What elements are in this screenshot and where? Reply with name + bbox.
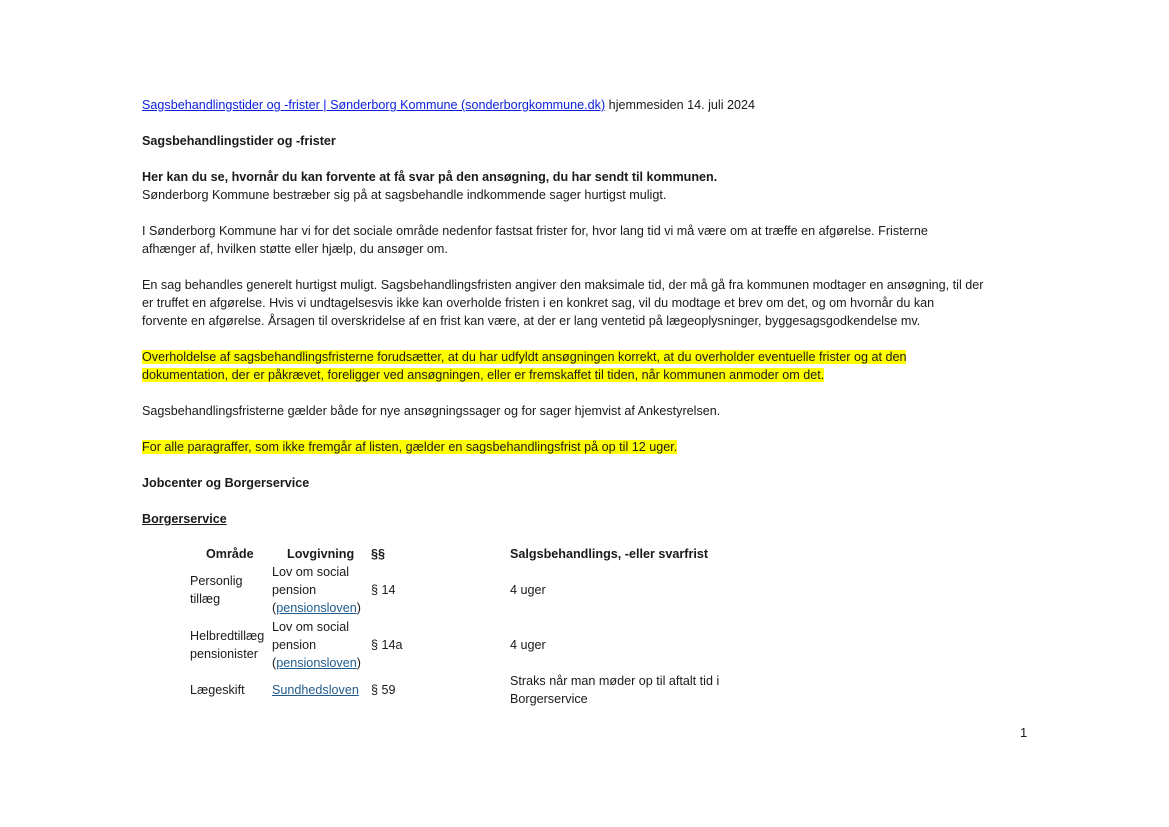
row-law-link-wrap xyxy=(272,681,359,699)
row-section: § 14a xyxy=(371,638,403,652)
intro-text: Sønderborg Kommune bestræber sig på at sagsbehandle indkommende sager hurtigst muligt. xyxy=(142,188,667,202)
row-deadline: 4 uger xyxy=(510,583,546,597)
paragraph-1-line-2: afhænger af, hvilken støtte eller hjælp, du ansøger om. xyxy=(142,242,448,256)
row-area: tillæg xyxy=(190,592,221,606)
sundhedsloven-link[interactable]: Sundhedsloven xyxy=(272,683,359,697)
row-deadline: Straks når man møder op til aftalt tid i xyxy=(510,674,720,688)
row-section: § 59 xyxy=(371,683,396,697)
source-link[interactable]: Sagsbehandlingstider og -frister | Sønderborg Kommune (sonderborgkommune.dk) xyxy=(142,98,606,112)
row-section: § 14 xyxy=(371,583,396,597)
page-number: 1 xyxy=(1020,725,1028,740)
row-area: Lægeskift xyxy=(190,683,245,697)
page-title: Sagsbehandlingstider og -frister xyxy=(142,134,336,148)
highlight-text: Overholdelse af sagsbehandlingsfristerne forudsætter, at du har udfyldt ansøgningen korrekt, at du overholder eventuelle frister og at den xyxy=(142,350,907,364)
header-deadline: Salgsbehandlings, -eller svarfrist xyxy=(510,547,709,561)
paragraph-1-line-1: I Sønderborg Kommune har vi for det sociale område nedenfor fastsat frister for, hvor lang tid vi må være om at træffe en afgørelse. Fristerne xyxy=(142,224,928,238)
intro-heading: Her kan du se, hvornår du kan forvente at få svar på den ansøgning, du har sendt til kommunen. xyxy=(142,170,718,184)
header-section: §§ xyxy=(371,547,386,561)
row-law: pension xyxy=(272,583,317,597)
paragraph-2-line-3: forvente en afgørelse. Årsagen til overskridelse af en frist kan være, at der er lang ventetid på lægeoplysninger, byggesagsgodkendelse mv. xyxy=(142,314,921,328)
row-law-link-wrap: (pensionsloven) xyxy=(272,601,361,615)
paragraph-2-line-1: En sag behandles generelt hurtigst muligt. Sagsbehandlingsfristen angiver den maksimale tid, der må gå fra kommunen modtager en ansøgning, til der xyxy=(142,278,984,292)
highlight-text: For alle paragraffer, som ikke fremgår af listen, gælder en sagsbehandlingsfrist på op til 12 uger. xyxy=(142,440,678,454)
header-area: Område xyxy=(206,547,254,561)
paragraph-5 xyxy=(142,438,677,456)
row-law: Lov om social xyxy=(272,565,349,579)
source-suffix: hjemmesiden 14. juli 2024 xyxy=(605,98,756,112)
source-line xyxy=(142,96,755,114)
paragraph-4: Sagsbehandlingsfristerne gælder både for nye ansøgningssager og for sager hjemvist af Ankestyrelsen. xyxy=(142,404,721,418)
section-heading: Jobcenter og Borgerservice xyxy=(142,476,310,490)
paragraph-2-line-2: er truffet en afgørelse. Hvis vi undtagelsesvis ikke kan overholde fristen i en konkret sag, vil du modtage et brev om det, og om hvornår du kan xyxy=(142,296,935,310)
row-area: pensionister xyxy=(190,647,258,661)
row-law: pension xyxy=(272,638,317,652)
row-area: Helbredtillæg xyxy=(190,629,265,643)
highlight-text: dokumentation, der er påkrævet, foreligger ved ansøgningen, eller er fremskaffet til tiden, når kommunen anmoder om det. xyxy=(142,368,825,382)
row-law: Lov om social xyxy=(272,620,349,634)
paragraph-3-line-1 xyxy=(142,348,906,366)
header-law: Lovgivning xyxy=(287,547,355,561)
paragraph-3-line-2 xyxy=(142,366,824,384)
subsection-heading: Borgerservice xyxy=(142,512,227,526)
pensionsloven-link[interactable]: pensionsloven xyxy=(276,601,357,615)
pensionsloven-link[interactable]: pensionsloven xyxy=(276,656,357,670)
row-deadline: 4 uger xyxy=(510,638,546,652)
row-deadline: Borgerservice xyxy=(510,692,588,706)
row-area: Personlig xyxy=(190,574,243,588)
row-law-link-wrap: (pensionsloven) xyxy=(272,656,361,670)
